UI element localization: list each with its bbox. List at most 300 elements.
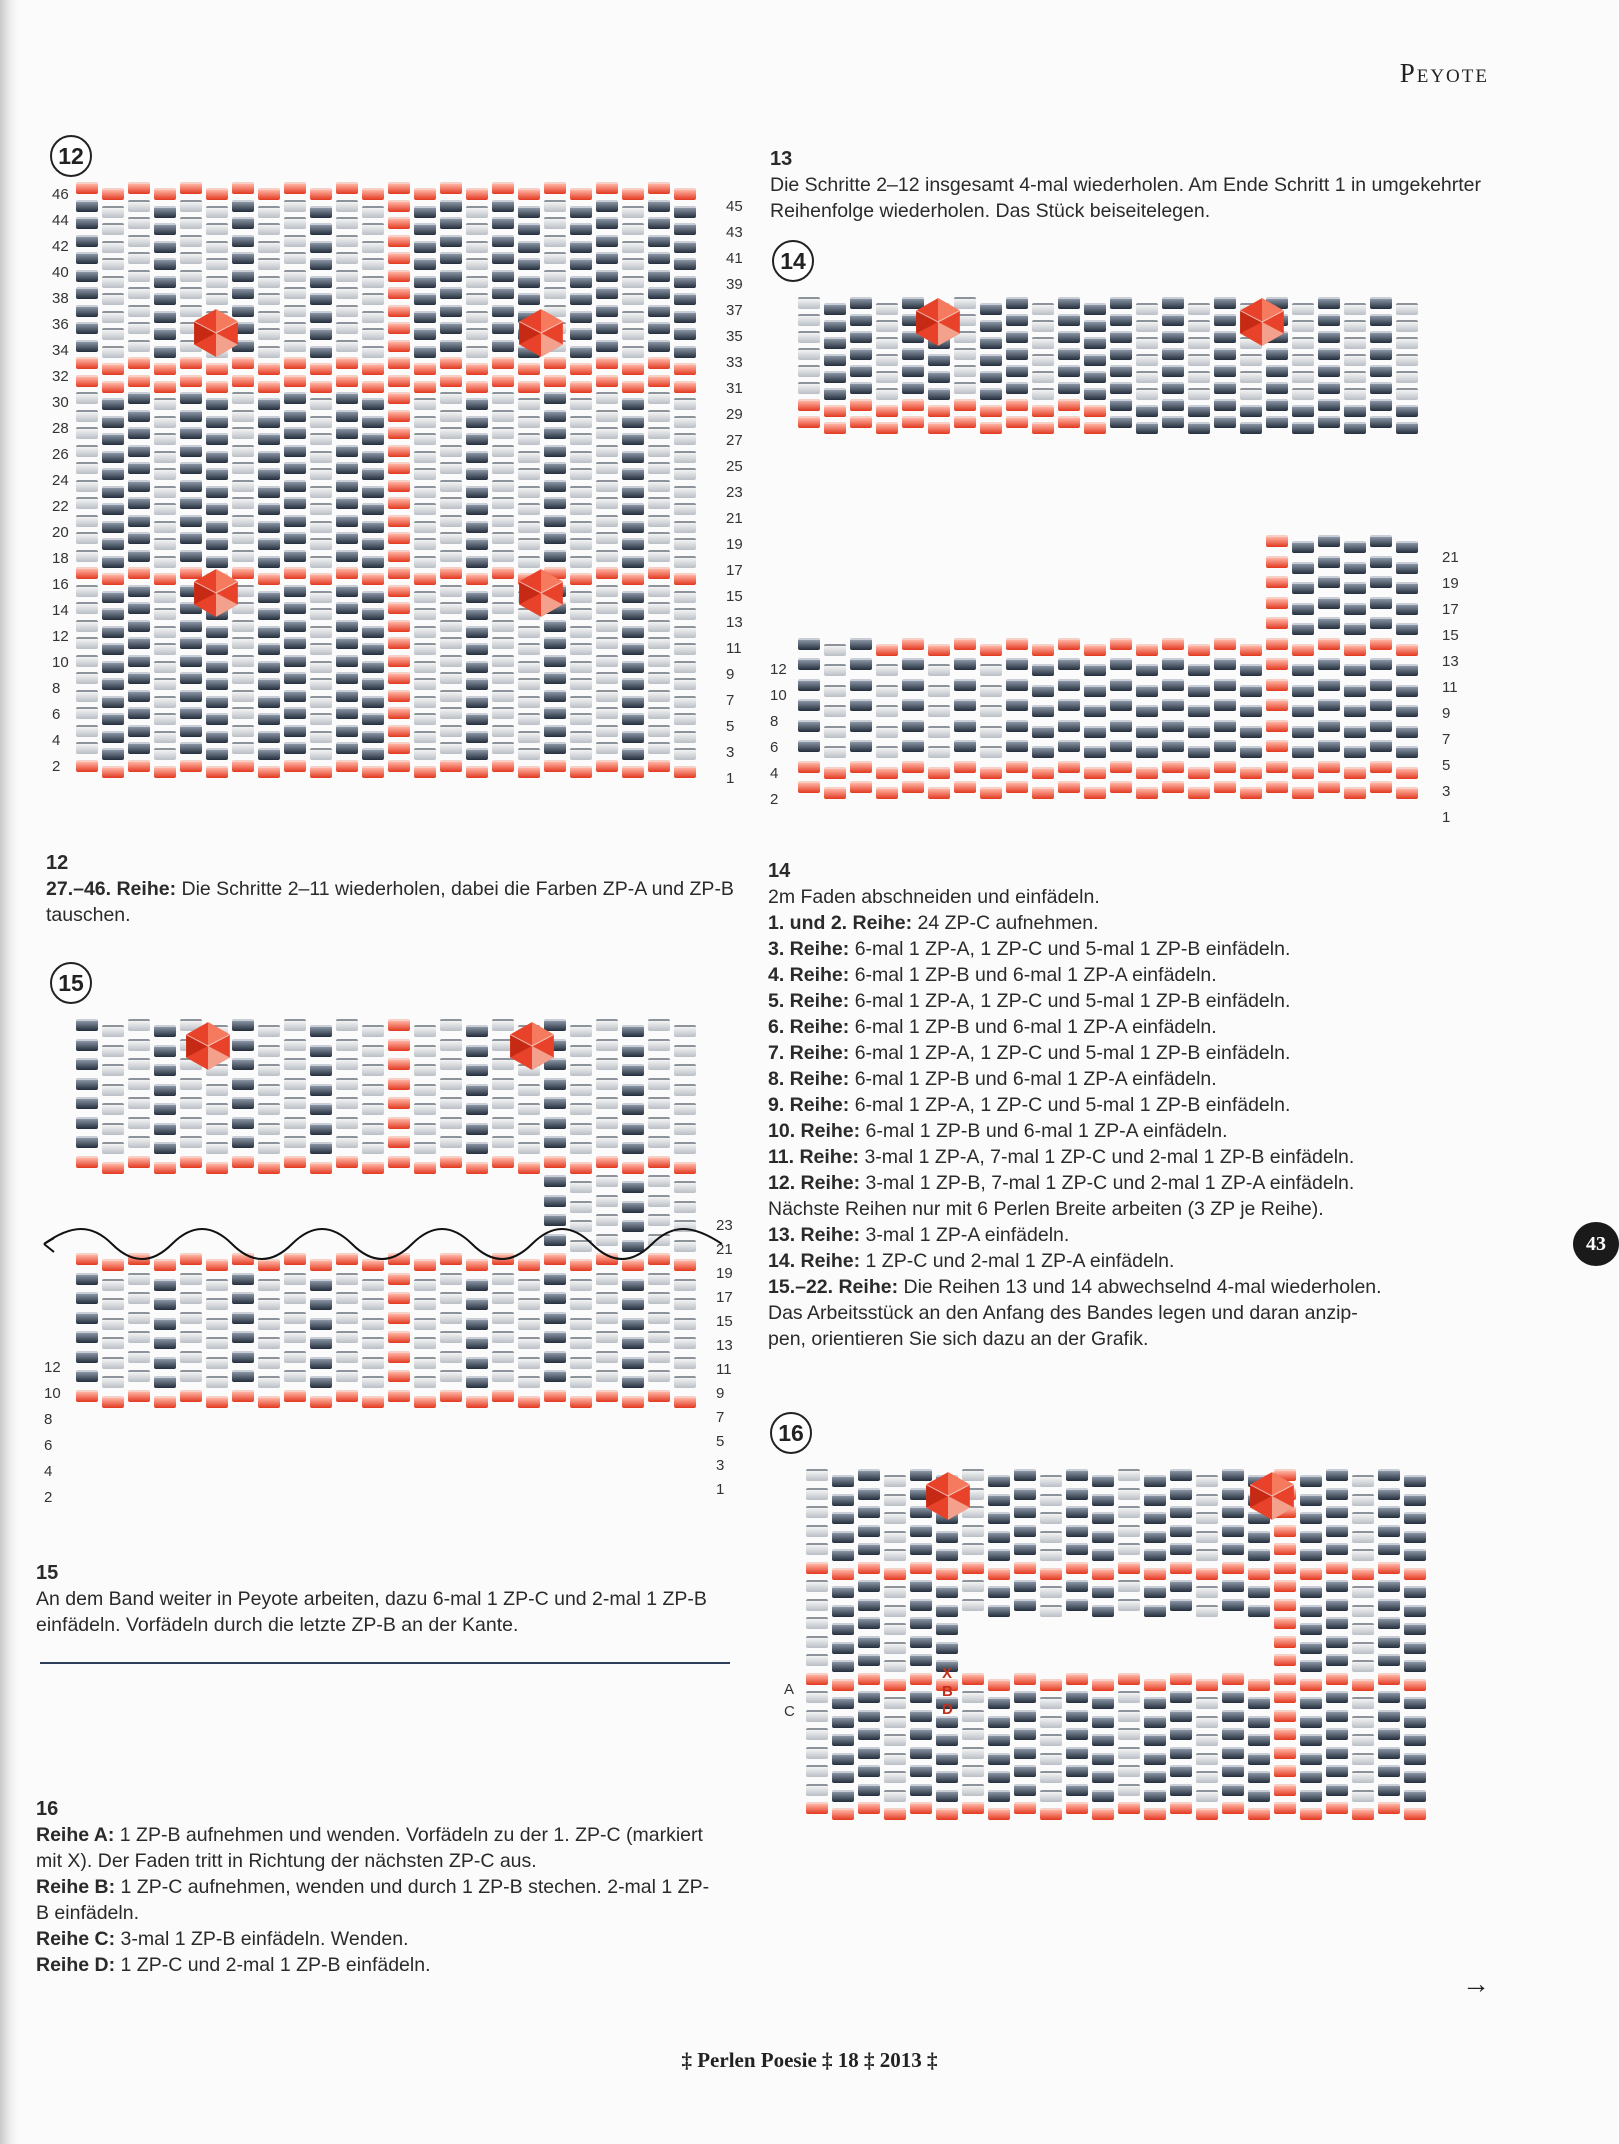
bead [1006,617,1028,627]
bead [128,322,150,334]
bead [1222,1654,1244,1664]
bead [128,1175,150,1185]
bead [1144,1771,1166,1783]
bead [518,748,540,760]
bead [1318,576,1340,588]
bead [362,521,384,533]
figure-badge: 16 [770,1412,812,1454]
bead [336,1331,358,1343]
bead [1396,603,1418,615]
bead [102,503,124,515]
bead [388,1351,410,1363]
bead [180,445,202,457]
bead [1404,1531,1426,1543]
bead [1066,1654,1088,1664]
bead [544,462,566,474]
bead [1136,685,1158,697]
bead [76,585,98,597]
bead [876,644,898,656]
bead [1066,1506,1088,1518]
bead [570,1396,592,1408]
bead [884,1623,906,1635]
bead [1292,562,1314,574]
bead [674,1162,696,1174]
row-number: 22 [52,498,69,515]
bead [284,252,306,264]
bead [1136,562,1158,572]
bead [336,445,358,457]
bead [910,1802,932,1814]
bead [1292,726,1314,738]
bead [884,1605,906,1617]
bead [388,287,410,299]
row-number: 7 [726,692,735,709]
bead [284,1019,306,1031]
bead [336,1195,358,1205]
bead [154,556,176,568]
bead [414,1181,436,1191]
bead [936,1734,958,1746]
bead [440,1019,462,1031]
bead [154,696,176,708]
bead [1404,1716,1426,1728]
bead [1318,348,1340,360]
bead [674,486,696,498]
row-number: 2 [44,1489,53,1506]
bead [1058,781,1080,793]
bead [1136,705,1158,717]
bead [518,1201,540,1211]
bead [954,617,976,627]
bead [1032,644,1054,656]
bead [128,1117,150,1129]
bead [76,550,98,562]
bead [76,200,98,212]
row-number: 45 [726,198,743,215]
bead [102,293,124,305]
bead [648,305,670,317]
bead [388,1078,410,1090]
bead [310,626,332,638]
bead [570,591,592,603]
bead [674,538,696,550]
bead [388,1019,410,1031]
bead [1222,1488,1244,1500]
bead [336,182,358,194]
bead [1188,623,1210,633]
bead [1214,535,1236,545]
bead [466,188,488,200]
bead [1084,371,1106,383]
bead [936,1808,958,1820]
bead [1118,1728,1140,1740]
bead [310,731,332,743]
bead [388,707,410,719]
row-number: 32 [52,368,69,385]
bead [466,678,488,690]
bead [362,451,384,463]
row-text: Die Reihen 13 und 14 abwechselnd 4-mal wiederholen. [898,1276,1382,1298]
bead [1058,365,1080,377]
bead [884,1531,906,1543]
bead [1188,371,1210,383]
bead [962,1599,984,1611]
bead [980,388,1002,400]
bead [596,1097,618,1109]
bead [884,1660,906,1672]
bead [1066,1469,1088,1481]
bead [154,1123,176,1135]
bead [1162,382,1184,394]
bead [910,1617,932,1629]
bead [284,602,306,614]
bead [832,1660,854,1672]
bead [362,363,384,375]
bead [1292,705,1314,717]
bead [910,1599,932,1611]
bead [1326,1728,1348,1740]
bead [180,690,202,702]
bead [518,206,540,218]
bead [206,713,228,725]
bead [310,468,332,480]
bead [980,603,1002,613]
bead [1352,1512,1374,1524]
bead [440,1136,462,1148]
bead [1274,1599,1296,1611]
bead [544,707,566,719]
bead [362,1181,384,1191]
bead [850,556,872,566]
bead [76,305,98,317]
bead [1066,1562,1088,1574]
bead [388,620,410,632]
bead [798,679,820,691]
bead [1170,1580,1192,1592]
bead [492,217,514,229]
bead [180,427,202,439]
bead [518,696,540,708]
bead [362,766,384,778]
bead [154,241,176,253]
bead [1110,348,1132,360]
row-numbers-left [770,662,787,818]
bead [336,655,358,667]
bead [858,1506,880,1518]
bead [1378,1599,1400,1611]
row-number: 5 [726,718,735,735]
bead [440,480,462,492]
bead [962,1728,984,1740]
bead [1352,1549,1374,1561]
bead [1274,1525,1296,1537]
bead [466,451,488,463]
bead [154,731,176,743]
bead [1248,1679,1270,1691]
bead [674,451,696,463]
bead [622,206,644,218]
bead [206,678,228,690]
bead [1240,746,1262,758]
bead [440,1195,462,1205]
row-number: 8 [44,1411,53,1428]
bead [544,1078,566,1090]
bead [1066,1765,1088,1777]
bead [648,1331,670,1343]
bead [1318,740,1340,752]
instruction-line [768,1144,1508,1170]
bead [1144,1660,1166,1670]
bead [1162,297,1184,309]
bead [622,503,644,515]
bead [388,497,410,509]
bead [1318,720,1340,732]
bead [1162,348,1184,360]
bead [388,1039,410,1051]
bead [1378,1673,1400,1685]
bead [622,556,644,568]
bead [232,637,254,649]
bead [336,672,358,684]
bead [648,1039,670,1051]
bead [622,1103,644,1115]
bead [154,713,176,725]
bead [876,562,898,572]
bead [232,1390,254,1402]
bead [1066,1525,1088,1537]
bead [570,398,592,410]
bead [310,503,332,515]
bead [928,767,950,779]
running-title: Peyote [1399,58,1489,88]
bead [258,713,280,725]
bead [622,451,644,463]
bead [232,515,254,527]
bead [414,1064,436,1076]
bead [798,382,820,394]
bead [1032,623,1054,633]
bead [1352,1605,1374,1617]
bead [310,1045,332,1057]
bead [1370,365,1392,377]
bead [206,398,228,410]
bead [362,398,384,410]
bead [1352,1623,1374,1635]
bead [1058,399,1080,411]
bead [388,1117,410,1129]
bead [466,1357,488,1369]
bead [258,1318,280,1330]
bead [1084,354,1106,366]
figure-15 [30,962,750,1532]
bead [1006,416,1028,428]
bead [596,322,618,334]
bead [128,287,150,299]
bead [1110,658,1132,670]
bead [76,707,98,719]
bead [128,585,150,597]
bead [1188,705,1210,717]
bead [284,445,306,457]
bead [232,462,254,474]
bead [388,1156,410,1168]
bead [1110,576,1132,586]
bead [440,620,462,632]
bead [232,690,254,702]
bead [1300,1753,1322,1765]
bead [362,206,384,218]
bead [1274,1747,1296,1759]
bead [466,573,488,585]
bead [1248,1568,1270,1580]
bead [258,258,280,270]
bead [1188,303,1210,315]
bead [988,1771,1010,1783]
bead [1300,1716,1322,1728]
bead [570,643,592,655]
bead [876,388,898,400]
bead [570,1142,592,1154]
crystal-icon [912,296,964,348]
bead [466,1025,488,1037]
bead [1136,644,1158,656]
bead [1396,422,1418,434]
bead [336,1136,358,1148]
instruction-line [768,988,1508,1014]
bead [388,567,410,579]
bead [1344,541,1366,553]
bead [206,1298,228,1310]
bead [362,1084,384,1096]
bead [824,405,846,417]
bead [798,658,820,670]
bead [1040,1605,1062,1617]
bead [832,1697,854,1709]
bead [180,392,202,404]
bead [1170,1636,1192,1646]
bead [154,1357,176,1369]
bead [1188,787,1210,799]
bead [76,620,98,632]
bead [102,748,124,760]
bead [980,405,1002,417]
bead [206,1279,228,1291]
bead [1144,1753,1166,1765]
row-lead: 3. Reihe: [768,938,850,960]
bead [414,766,436,778]
bead [180,287,202,299]
bead [648,217,670,229]
bead [596,270,618,282]
bead [414,206,436,218]
bead [1274,1691,1296,1703]
bead [648,602,670,614]
bead [492,1078,514,1090]
bead [206,1318,228,1330]
row-numbers-right [716,1218,733,1506]
bead [824,685,846,697]
bead [466,1123,488,1135]
bead [492,305,514,317]
bead [824,562,846,572]
bead [492,725,514,737]
bead [102,468,124,480]
bead [674,433,696,445]
bead [1006,399,1028,411]
row-number: 28 [52,420,69,437]
bead [928,405,950,417]
bead [1084,405,1106,417]
bead [362,416,384,428]
bead [1370,416,1392,428]
bead [128,672,150,684]
bead [492,655,514,667]
bead [570,731,592,743]
bead [1352,1679,1374,1691]
bead [1326,1543,1348,1555]
bead [128,1292,150,1304]
bead [1240,685,1262,697]
bead [518,276,540,288]
bead [206,1201,228,1211]
bead [832,1549,854,1561]
bead [1188,388,1210,400]
row-number: 29 [726,406,743,423]
bead [806,1802,828,1814]
section-number: 15 [36,1562,59,1584]
bead [858,1654,880,1666]
bead [336,235,358,247]
row-number: 8 [52,680,61,697]
bead [518,556,540,568]
bead [414,311,436,323]
bead [440,1039,462,1051]
bead [858,1562,880,1574]
bead [310,433,332,445]
bead [1378,1525,1400,1537]
row-lead: 15.–22. Reihe: [768,1276,899,1298]
bead [1248,1771,1270,1783]
bead [1404,1494,1426,1506]
bead [362,1279,384,1291]
bead [1170,1728,1192,1740]
instruction-line [768,1326,1508,1352]
figure-16 [770,1412,1490,1992]
bead [362,346,384,358]
row-number: 21 [726,510,743,527]
bead [674,661,696,673]
bead [466,433,488,445]
bead [570,1181,592,1193]
bead [492,760,514,772]
bead [1136,371,1158,383]
bead [1344,685,1366,697]
bead [336,602,358,614]
bead [466,1162,488,1174]
bead [824,664,846,676]
bead [518,503,540,515]
bead [648,252,670,264]
bead [1318,331,1340,343]
bead [206,258,228,270]
bead [876,746,898,758]
bead [518,1298,540,1310]
bead [206,503,228,515]
bead [414,416,436,428]
bead [284,742,306,754]
crystal-icon [506,1020,558,1072]
bead [128,217,150,229]
